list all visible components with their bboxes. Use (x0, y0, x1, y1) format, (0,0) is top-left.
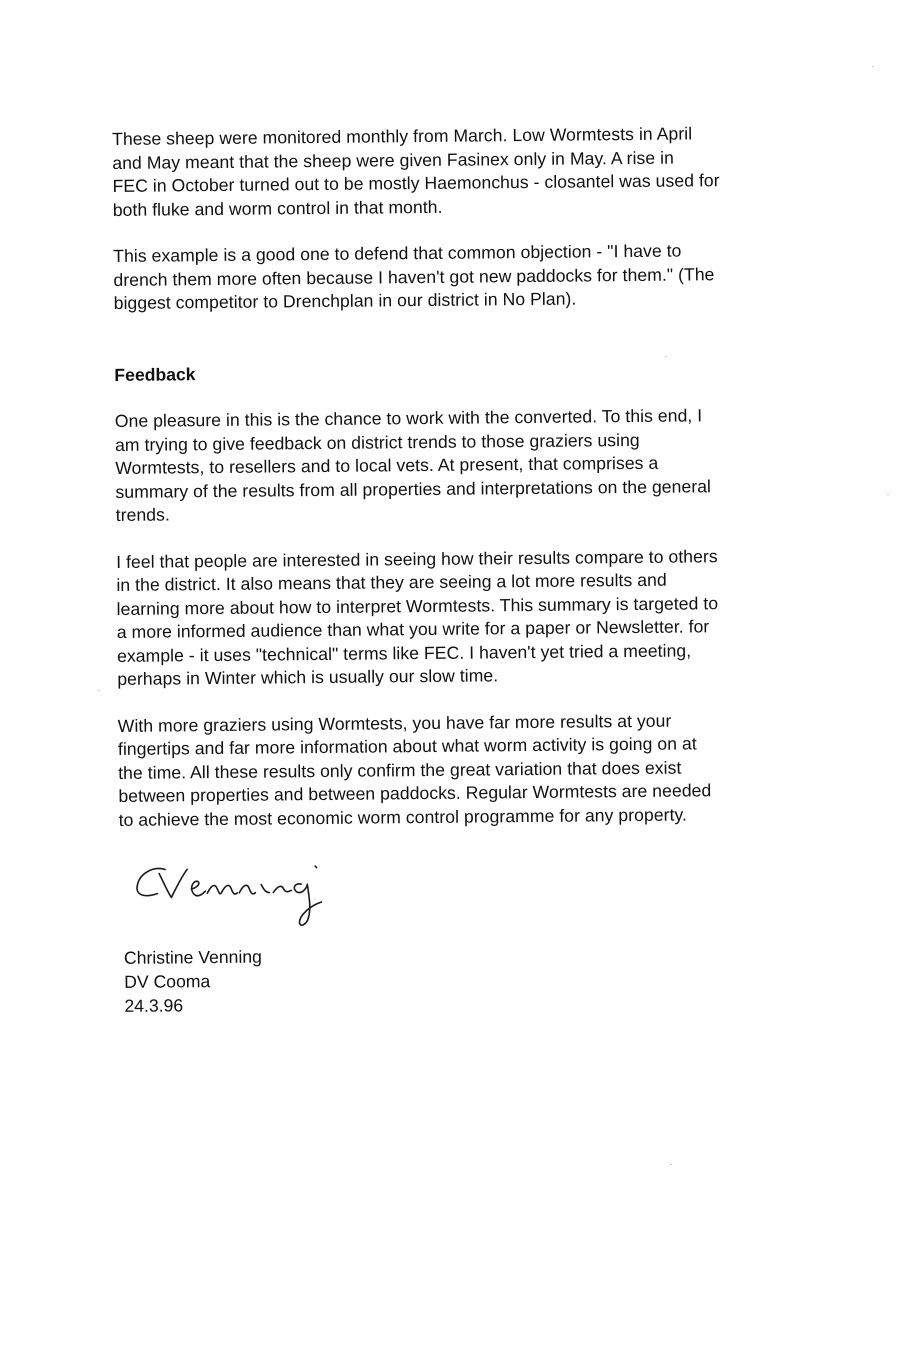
text-line: learning more about how to interpret Wormtests. This summary is targeted to (116, 592, 719, 619)
scan-speck (98, 690, 100, 691)
signatory-title: DV Cooma (124, 971, 211, 992)
text-line: trends. (115, 504, 170, 525)
text-line: drench them more often because I haven't got new paddocks for them." (The (113, 263, 715, 290)
text-line: a more informed audience than what you write for a paper or Newsletter. for (116, 616, 710, 642)
text-line: This example is a good one to defend that common objection - "I have to (113, 240, 682, 266)
text-line: perhaps in Winter which is usually our slow time. (117, 665, 499, 689)
handwritten-signature (131, 857, 392, 939)
paragraph-feedback-3 (118, 708, 819, 832)
section-heading-feedback: Feedback (114, 363, 196, 385)
text-line: to achieve the most economic worm control programme for any property. (118, 804, 688, 830)
paragraph-feedback-1 (115, 403, 816, 527)
signatory-name: Christine Venning (123, 946, 262, 968)
text-line: biggest competitor to Drenchplan in our district in No Plan). (113, 288, 577, 313)
text-line: the time. All these results only confirm the great variation that does exist (118, 757, 682, 783)
text-line: Wormtests, to resellers and to local vets. At present, that comprises a (115, 452, 659, 478)
scan-speck (887, 494, 889, 495)
text-line: example - it uses "technical" terms like FEC. I haven't yet tried a meeting, (116, 639, 692, 666)
text-line: One pleasure in this is the chance to work with the converted. To this end, I (114, 405, 703, 431)
text-line: With more graziers using Wormtests, you have far more results at your (117, 710, 672, 736)
letter-body (112, 121, 821, 1018)
scan-speck (670, 1164, 672, 1165)
text-line: I feel that people are interested in seeing how their results compare to others (116, 545, 718, 572)
text-line: These sheep were monitored monthly from March. Low Wormtests in April (112, 123, 693, 149)
letter-date: 24.3.96 (124, 995, 184, 1016)
text-line: fingertips and far more information about what worm activity is going on at (117, 733, 697, 759)
text-line: am trying to give feedback on district trends to those graziers using (114, 429, 640, 455)
paragraph-monitoring (112, 121, 813, 222)
text-line: both fluke and worm control in that month. (112, 196, 443, 220)
text-line: and May meant that the sheep were given Fasinex only in May. A rise in (112, 147, 674, 173)
text-line: between properties and between paddocks. Regular Wormtests are needed (118, 780, 712, 806)
scan-speck (872, 66, 874, 67)
paragraph-objection (113, 238, 814, 315)
text-line: summary of the results from all properties and interpretations on the general (115, 475, 712, 502)
paragraph-feedback-2 (116, 544, 817, 692)
signature-block (124, 939, 821, 1018)
text-line: in the district. It also means that they are seeing a lot more results and (116, 569, 667, 595)
text-line: FEC in October turned out to be mostly Haemonchus - closantel was used for (112, 170, 720, 196)
